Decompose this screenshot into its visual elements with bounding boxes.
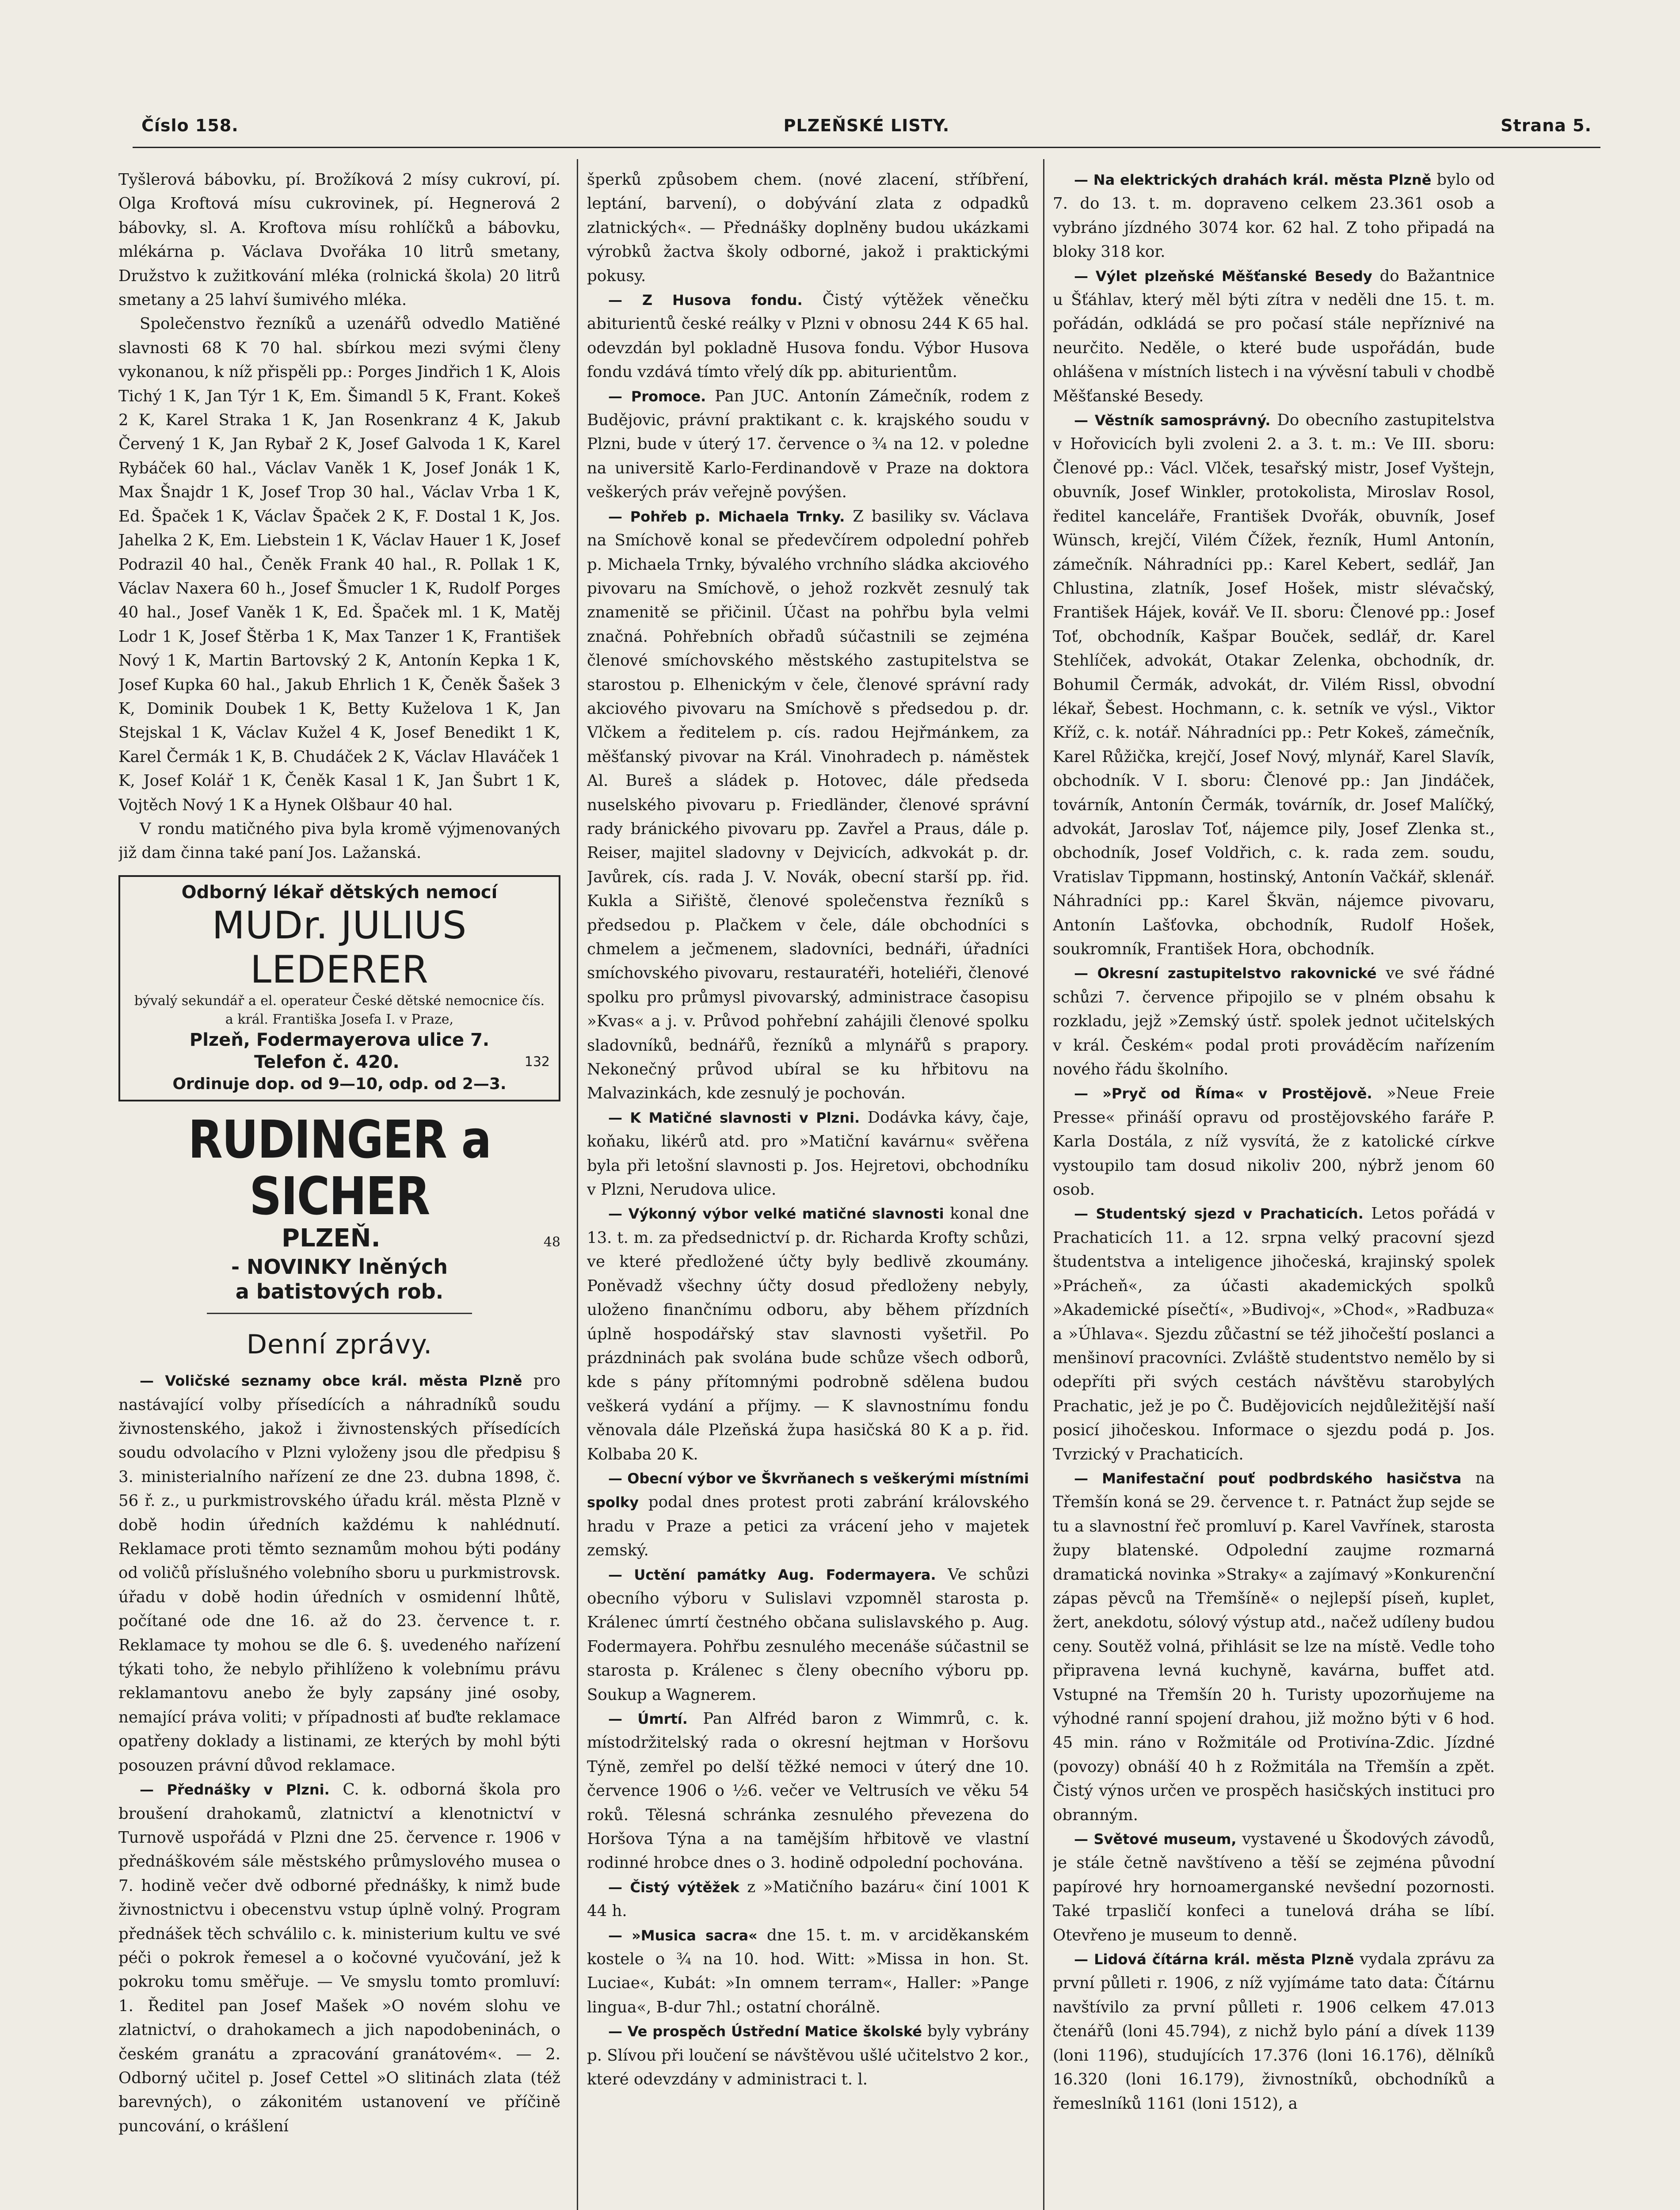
article-heading: — Ve prospěch Ústřední Matice školské [608,2023,922,2040]
article-text: do Bažantnice u Šťáhlav, který měl býti zítra v neděli dne 15. t. m. pořádán, odkládá se pro počasí stále nepříznivé na neurčito. Neděle, o které bude uspořádán, bude ohlášena v místních listech i na vývěsní tabuli v chodbě Měšťanské Besedy. [1053,267,1495,405]
article-heading: — Úmrtí. [608,1711,688,1727]
article-text: V rondu matičného piva byla kromě výjmenovaných již dam činna také paní Jos. Lažanská. [118,819,560,862]
article-text: Letos pořádá v Prachaticích 11. a 12. srpna velký pracovní sjezd študentstva a inteligence jihočeská, krajinský spolek »Prácheň«, za účasti akademických spolků »Akademické písečtí«, »Budivoj«, »Chod«, »Radbuza« a »Úhlava«. Sjezdu zůčastní se též jihočeští poslanci a menšinoví pracovníci. Zvláště studentstvo nemělo by si odepříti při svých cestách návštěvu starobylých Prachatic, jež je po Č. Budějovicích nejdůležitější naší posicí jihočeskou. Informace o sjezdu podá p. Jos. Tvrzický v Prachaticích. [1053,1204,1495,1463]
article-heading: — Okresní zastupitelstvo rakovnické [1074,965,1377,982]
article-text: Společenstvo řezníků a uzenářů odvedlo Matiěné slavnosti 68 K 70 hal. sbírkou mezi svými členy vykonanou, k níž přispěli pp.: Porges Jindřich 1 K, Alois Tichý 1 K, Jan Týr 1 K, Em. Šimandl 5 K, Frant. Kokeš 2 K, Karel Straka 1 K, Jan Rosenkranz 4 K, Jakub Červený 1 K, Jan Rybař 2 K, Josef Galvoda 1 K, Karel Rybáček 60 hal., Václav Vaněk 1 K, Josef Jonák 1 K, Max Šnajdr 1 K, Josef Trop 30 hal., Václav Vrba 1 K, Ed. Špaček 1 K, Václav Špaček 2 K, F. Dostal 1 K, Jos. Jahelka 2 K, Em. Liebstein 1 K, Václav Hauer 1 K, Josef Podrazil 40 hal., Čeněk Frank 40 hal., R. Pollak 1 K, Václav Naxera 60 h., Josef Šmucler 1 K, Rudolf Porges 40 hal., Josef Vaněk 1 K, Ed. Špaček ml. 1 K, Matěj Lodr 1 K, Josef Štěrba 1 K, Max Tanzer 1 K, František Nový 1 K, Martin Bartovský 2 K, Antonín Kepka 1 K, Josef Kupka 60 hal., Jakub Ehrlich 1 K, Čeněk Šašek 3 K, Dominik Doubek 1 K, Betty Kuželova 1 K, Jan Stejskal 1 K, Václav Kužel 4 K, Josef Benedikt 1 K, Karel Čermák 1 K, B. Chudáček 2 K, Václav Hlaváček 1 K, Josef Kolář 1 K, Čeněk Kasal 1 K, Jan Šubrt 1 K, Vojtěch Nový 1 K a Hynek Olšbaur 40 hal. [118,315,560,814]
advertisement-store [118,1111,560,1304]
article [587,288,1029,385]
article-text: C. k. odborná škola pro broušení drahokamů, zlatnictví a klenotnictví v Turnově uspořádá v Plzni dne 25. července r. 1906 v přednáškovém sále městského průmyslového musea o 7. hodině večer dvě odborné přednášky, k nimž bude živnostnictvu i obecenstvu vstup úplně volný. Program přednášek těch schválilo c. k. ministerium kultu ve své péči o pokrok řemesel a o kočovné vyučování, jež k pokroku tomu směřuje. — Ve smyslu tomto promluví: 1. Ředitel pan Josef Mašek »O novém slohu ve zlatnictví, o drahokamech a jich napodobeninách, o českém granátu a zpracování granátovém«. — 2. Odborný učitel p. Josef Cettel »O slitinách zlata (též barevných), o zákonitém ustanovení ve příčině puncování, o krášlení [118,1780,560,2135]
column-3 [1053,168,1495,2210]
ad-ref-number: 132 [524,1054,550,1070]
article [1053,1202,1495,1466]
article-text: byly vybrány p. Slívou při loučení se návštěvou ušlé učitelstvo 2 kor., které odevzdány v administraci t. l. [587,2022,1029,2089]
article-text: na Třemšín koná se 29. července t. r. Patnáct žup sejde se tu a slavnostní řeč promluví p. Karel Vavřínek, starosta župy blatenské. Odpolední zaujme rozmarná dramatická novinka »Straky« a zajímavý »Konkurenční zápas pěvců na Třemšíně« o nejlepší píseň, kuplet, žert, anekdotu, sólový výstup atd., načež udíleny budou ceny. Soutěž volná, přihlásit se lze na místě. Vedle toho připravena levná kuchyně, kavárna, buffet atd. Vstupné na Třemšín 20 h. Turisty upozorňujeme na výhodné ranní spojení drahou, již možno býti v 6 hod. 45 min. ráno v Rožmitále od Protivína-Zdic. Jízdné (povozy) obnáší 40 h z Rožmitála na Třemšín a zpět. Čistý výnos určen ve prospěch hasičských instituci pro obranným. [1053,1469,1495,1824]
article [587,505,1029,1106]
article-text: Pan JUC. Antonín Zámečník, rodem z Budějovic, právní praktikant c. k. krajského soudu v Plzni, bude v úterý 17. července o ¾ na 12. v poledne na universitě Karlo-Ferdinandově v Praze na doktora veškerých práv veřejně povýšen. [587,387,1029,502]
column-2 [587,168,1029,2210]
article [587,1924,1029,2020]
ad-ref-number: 48 [543,1234,560,1250]
article-text: Z basiliky sv. Václava na Smíchově konal se předevčírem odpolední pohřeb p. Michaela Trnky, bývalého vrchního sládka akciového pivovaru na Smíchově, o jehož rozkvět zesnulý tak znamenitě se přičinil. Účast na pohřbu byla velmi značná. Pohřebních obřadů súčastnili se zejména členové smíchovského městského zastupitelstva se starostou p. Elhenickým v čele, členové správní rady akciového pivovaru na Smíchově s předsedou p. dr. Vlčkem a ředitelem p. cís. radou Hejřmánkem, za měšťanský pivovar na Král. Vinohradech p. náměstek Al. Bureš a sládek p. Hotovec, dále předseda nuselského pivovaru p. Friedländer, členové správní rady bránického pivovaru pp. Zavřel a Praus, dále p. Reiser, majitel sladovny v Dejvicích, adkvokát p. dr. Javůrek, cís. rada J. V. Novák, obecní starší pp. řid. Kukla a Siřiště, členové společenstva řezníků s předsedou p. Plačkem v čele, dále obchodníci s chmelem a ječmenem, sladovníci, bednáři, úřadníci smíchovského pivovaru, restauratéři, hoteliéři, členové spolku pro průmysl pivovarský, administrace časopisu »Kvas« a j. v. Průvod pohřební zahájili členové spolku sladovníků, bednářů, řezníků a mlynářů s prapory. Nekonečný průvod ubíral se ku hřbitovu na Malvazinkách, kde zesnulý je pochován. [587,507,1029,1103]
article-heading: — »Pryč od Říma« v Prostějově. [1074,1085,1372,1102]
article-heading: — Na elektrických drahách král. města Plzně [1074,171,1432,188]
ad-hours: Ordinuje dop. od 9—10, odp. od 2—3. [172,1075,507,1093]
page-header [141,116,1592,147]
article-text: podal dnes protest proti zabrání královského hradu v Praze a petici za vrácení jeho v majetek zemský. [587,1493,1029,1560]
article-heading: — Manifestační pouť podbrdského hasičstva [1074,1470,1462,1487]
article [587,1202,1029,1466]
article-heading: — Promoce. [608,388,706,405]
article [587,1106,1029,1202]
header-rule [133,147,1600,148]
column-1 [118,168,560,2210]
article-text: Tyšlerová bábovku, pí. Brožíková 2 mísy cukroví, pí. Olga Kroftová mísu cukrovinek, pí. Hegnerová 2 bábovky, sl. A. Kroftova mísu rohlíčků a bábovku, mlékárna p. Václava Dvořáka 10 litrů smetany, Družstvo k zužitkování mléka (rolnická škola) 20 litrů smetany a 25 lahví šumivého mléka. [118,171,560,309]
ad-phone-row [129,1051,550,1073]
article-text: konal dne 13. t. m. za předsednictví p. dr. Richarda Krofty schůzi, ve které předložené účty byly bedlivě zkoumány. Poněvadž všechny účty dosud předloženy nebyly, uloženo finančnímu odboru, aby během přízdních úplně hospodářský stav slavnosti vyšetřil. Po prázdninách pak svolána bude schůze všech odborů, kde s pány přítomnými podrobně sdělena budou veškerá vydání a příjmy. — K slavnostnímu fondu věnovala dále Plzeňská župa hasičská 80 K a p. řid. Kolbaba 20 K. [587,1204,1029,1463]
article-heading: — K Matičné slavnosti v Plzni. [608,1109,860,1126]
article-heading: — Světové museum, [1074,1831,1237,1848]
article [1053,1082,1495,1202]
article [1053,961,1495,1082]
article-text: Čistý výtěžek věnečku abiturientů české reálky v Plzni v obnosu 244 K 65 hal. odevzdán byl pokladně Husova fondu. Výbor Husova fondu vzdává tímto vřelý dík pp. abiturientům. [587,291,1029,381]
article-heading: — »Musica sacra« [608,1927,758,1944]
ad-phone: Telefon č. 420. [254,1052,400,1072]
article-text: vystavené u Škodových závodů, je stále četně navštíveno a těší se zejména původní papírové hry hornoamerganské nevšední pozornosti. Také trpasličí konfeci a tunelová dráha se líbí. Otevřeno je museum to denně. [1053,1830,1495,1944]
ad-store-name: RUDINGER a SICHER [188,1109,491,1227]
article-text: bylo od 7. do 13. t. m. dopraveno celkem 23.361 osob a vybráno jízdného 3074 kor. 62 hal. Z toho připadá na bloky 318 kor. [1053,171,1495,261]
article-heading: — Čistý výtěžek [608,1878,739,1896]
article-text: Do obecního zastupitelstva v Hořovicích byli zvoleni 2. a 3. t. m.: Ve III. sboru: Členové pp.: Václ. Vlček, tesařský mistr, Josef Vyštejn, obuvník, Josef Winkler, protokolista, Miroslav Rosol, ředitel kanceláře, František Dvořák, obuvník, Josef Wünsch, krejčí, Vilém Čížek, řezník, Huml Antonín, zámečník. Náhradníci pp.: Karel Kebert, sedlář, Jan Chlustina, zlatník, Josef Hošek, mistr slévačský, František Hájek, kovář. Ve II. sboru: Členové pp.: Josef Toť, obchodník, Kašpar Bouček, sedlář, dr. Karel Stehlíček, advokát, Otakar Zelenka, obchodník, dr. Bohumil Čermák, advokát, dr. Vilém Rissl, obvodní lékař, Šebest. Hochmann, c. k. setník ve výsl., Viktor Kříž, c. k. notář. Náhradníci pp.: Petr Kokeš, zámečník, Karel Růžička, krejčí, Josef Nový, mlynář, Karel Slavík, obchodník. V I. sboru: Členové pp.: Jan Jindáček, továrník, Antonín Čermák, továrník, dr. Josef Malíčký, advokát, Jaroslav Toť, nájemce pily, Josef Zlenka st., obchodník, Josef Voldřich, c. k. rada zem. soudu, Vratislav Tippmann, hostinský, Antonín Vačkář, sklenář. Náhradníci pp.: Karel Škvän, nájemce pivovaru, Antonín Lašťovka, obchodník, Rudolf Hošek, soukromník, František Hora, obchodník. [1053,411,1495,958]
article [1053,408,1495,961]
column-divider-1 [577,159,578,2210]
article-heading: — Přednášky v Plzni. [140,1781,330,1798]
article-text: vydala zprávu za první půlleti r. 1906, z níž vyjímáme tato data: Čítárnu navštívilo za první půlleti r. 1906 celkem 47.013 čtenářů (loni 45.794), z nichž bylo pání a dívek 1139 (loni 1196), studujících 17.376 (loni 16.176), dělníků 16.320 (loni 16.179), živnostníků, obchodníků a řemeslníků 1161 (loni 1512), a [1053,1950,1495,2113]
page-number: Strana 5. [1501,116,1592,135]
article [1053,1947,1495,2116]
ad-city: PLZEŇ. [282,1223,381,1253]
ad-credentials: bývalý sekundář a el. operateur České dětské nemocnice čís. a král. Františka Josefa I. v Praze, [134,993,545,1027]
article-text: Ve schůzi obecního výboru v Sulislavi vzpomněl starosta p. Králenec úmrtí čestného občana sulislavského p. Aug. Fodermayera. Pohřbu zesnulého mecenáše súčastnil se starosta p. Králenec s členy obecního výboru pp. Soukup a Wagnerem. [587,1565,1029,1704]
article-text: »Neue Freie Presse« přináší opravu od prostějovského faráře P. Karla Dostála, z níž vysvítá, že z katolické církve vystoupilo tam dosud nikoliv 200, nýbrž jenom 60 osob. [1053,1084,1495,1199]
article-text: dne 15. t. m. v arciděkanském kostele o ¾ na 10. hod. Witt: »Missa in hon. St. Luciae«, Kubát: »In omnem terram«, Haller: »Pange lingua«, B-dur 7hl.; ostatní chorálně. [587,1926,1029,2016]
article-text: Dodávka kávy, čaje, koňaku, likérů atd. pro »Matiční kavárnu« svěřena byla při letošní slavnosti p. Jos. Hejretovi, obchodníku v Plzni, Nerudova ulice. [587,1108,1029,1199]
article [118,1778,560,2138]
article [587,1467,1029,1563]
article [587,1563,1029,1707]
paper-title: PLZEŇSKÉ LISTY. [783,116,950,135]
issue-number: Číslo 158. [141,116,239,135]
article-text: z »Matičního bazáru« činí 1001 K 44 h. [587,1878,1029,1920]
article-heading: — Lidová čítárna král. města Plzně [1074,1951,1354,1968]
ad-line: - NOVINKY lněných [231,1255,448,1279]
article-heading: — Obecní výbor ve Škvrňanech s veškerými místními spolky [587,1470,1029,1511]
article-text: Pan Alfréd baron z Wimmrů, c. k. místodržitelský rada o okresní hejtman v Horšovu Týně, zemřel po delší těžké nemoci v úterý dne 10. července 1906 o ½6. večer ve Veltrusích ve věku 54 roků. Tělesná schránka zesnulého převezena do Horšova Týna a na tamějším hřbitově ve vlastní rodinné hrobce dnes o 3. hodině odpolední pochována. [587,1710,1029,1872]
advertisement-doctor [118,875,560,1101]
article-heading: — Uctění památky Aug. Fodermayera. [608,1566,936,1583]
ad-line: a batistových rob. [235,1280,444,1304]
article-heading: — Z Husova fondu. [608,292,803,309]
article [1053,1827,1495,1947]
article-heading: — Studentský sjezd v Prachaticích. [1074,1205,1364,1223]
ad-city-row [118,1224,560,1254]
article [587,385,1029,505]
ad-address: Plzeň, Fodermayerova ulice 7. [189,1029,490,1050]
article [587,2019,1029,2092]
article-heading: — Výkonný výbor velké matičné slavnosti [608,1205,944,1223]
ad-heading: Odborný lékař dětských nemocí [181,882,498,903]
section-rule [207,1313,472,1314]
article-text: pro nastávající volby přísedících a náhradníků soudu živnostenského, jakož i živnostenských přísedících soudu odvolacího v Plzni vyloženy jsou dle předpisu § 3. ministerialního nařízení ze dne 23. dubna 1898, č. 56 ř. z., u purkmistrovského úřadu král. města Plzně v době hodin úředních každému k nahlédnutí. Reklamace proti těmto seznamům mohou býti podány od voličů příslušného volebního sboru u purkmistrovsk. úřadu v době hodin úředních v osmidenní lhůtě, počítané ode dne 16. až do 23. července t. r. Reklamace ty mohou se dle 6. §. uvedeného nařízení týkati toho, že nebylo přihlíženo k volebnímu právu reklamantovu anebo že byly zapsány jiné osoby, nemající práva voliti; v případnosti ať buďte reklamace opatřeny doklady a listinami, ze kterých by mohl býti posouzen právní důvod reklamace. [118,1372,560,1775]
article [1053,264,1495,408]
section-title: Denní zprávy. [246,1329,433,1360]
ad-doctor-name: MUDr. JULIUS LEDERER [212,903,467,992]
article-heading: — Výlet plzeňské Měšťanské Besedy [1074,267,1372,285]
column-divider-2 [1043,159,1044,2210]
article [118,1369,560,1778]
article-heading: — Pohřeb p. Michaela Trnky. [608,508,845,525]
article [587,1875,1029,1924]
article-heading: — Voličské seznamy obce král. města Plzně [140,1372,522,1390]
article-text: šperků způsobem chem. (nové zlacení, stříbření, leptání, barvení), o dobývání zlata z odpadků zlatnických«. — Přednášky doplněny budou ukázkami výrobků žactva školy odborné, jakož i praktickými pokusy. [587,171,1029,285]
article [1053,1467,1495,1827]
article-heading: — Věstník samosprávný. [1074,412,1271,429]
article [1053,168,1495,264]
article [587,1707,1029,1875]
article-text: ve své řádné schůzi 7. července připojilo se v plném obsahu k rozkladu, jejž »Zemský ústř. spolek jednot učitelských v král. Českém« podal proti prováděcím nařízením nového řádu školního. [1053,964,1495,1079]
